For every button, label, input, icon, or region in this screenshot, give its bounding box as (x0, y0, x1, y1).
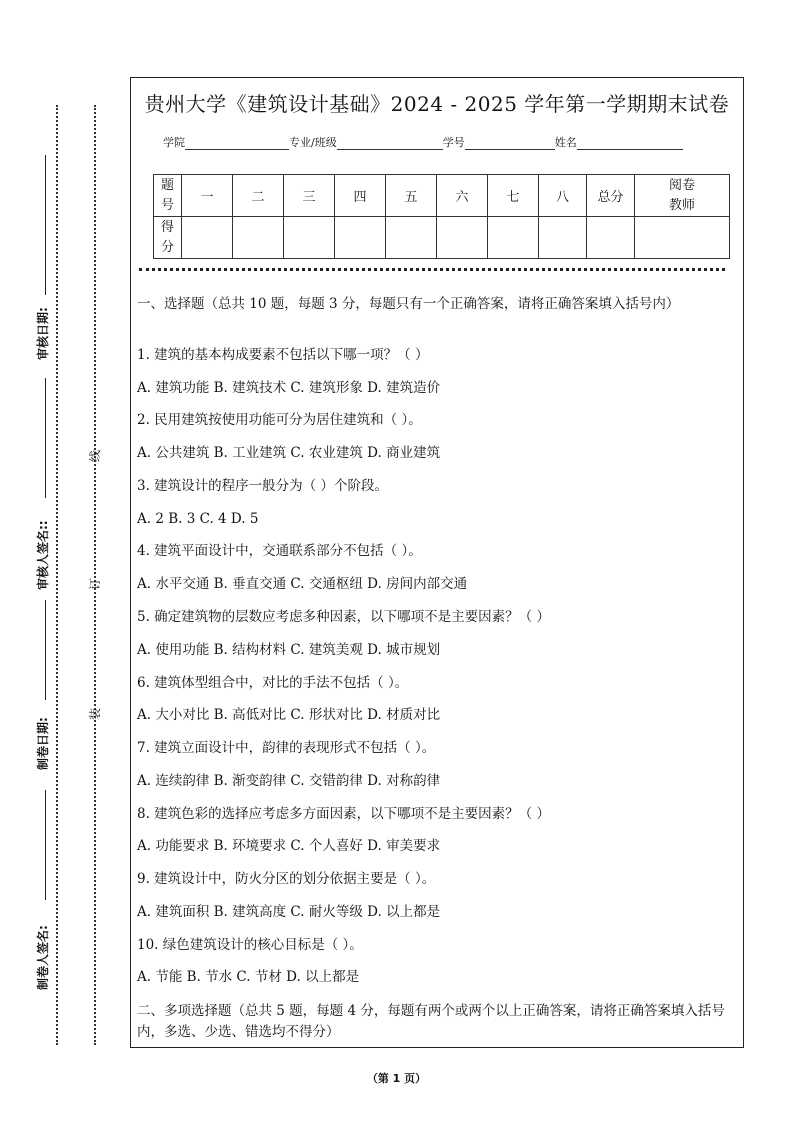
major-field[interactable] (337, 137, 443, 150)
question-9: 9. 建筑设计中，防火分区的划分依据主要是（ ）。 (137, 871, 436, 887)
maker-sign-blank (45, 790, 46, 900)
options-5: A. 使用功能 B. 结构材料 C. 建筑美观 D. 城市规划 (137, 642, 441, 658)
score-cell-8[interactable] (539, 217, 587, 259)
score-cell-1[interactable] (182, 217, 233, 259)
question-7: 7. 建筑立面设计中，韵律的表现形式不包括（ ）。 (137, 740, 436, 756)
college-label: 学院 (163, 136, 185, 149)
reviewer-sign-label: 审核人签名:: (36, 520, 50, 590)
maker-sign-label: 制卷人签名: (36, 925, 50, 990)
question-2: 2. 民用建筑按使用功能可分为居住建筑和（ ）。 (137, 412, 422, 428)
exam-title: 贵州大学《建筑设计基础》2024 - 2025 学年第一学期期末试卷 (144, 92, 730, 116)
score-cell-4[interactable] (335, 217, 386, 259)
dotted-divider (139, 268, 725, 271)
col-2: 二 (233, 175, 284, 217)
question-10: 10. 绿色建筑设计的核心目标是（ ）。 (137, 937, 363, 953)
col-7: 七 (488, 175, 539, 217)
student-id-label: 学号 (442, 136, 465, 149)
options-3: A. 2 B. 3 C. 4 D. 5 (137, 511, 259, 527)
question-6: 6. 建筑体型组合中，对比的手法不包括（ ）。 (137, 675, 409, 691)
question-8: 8. 建筑色彩的选择应考虑多方面因素，以下哪项不是主要因素？（ ） (137, 806, 550, 822)
col-1: 一 (182, 175, 233, 217)
score-cell-3[interactable] (284, 217, 335, 259)
make-date-blank (45, 600, 46, 700)
col-6: 六 (437, 175, 488, 217)
options-6: A. 大小对比 B. 高低对比 C. 形状对比 D. 材质对比 (137, 707, 441, 723)
section1-heading: 一、选择题（总共 10 题，每题 3 分，每题只有一个正确答案，请将正确答案填入括号内） (137, 296, 680, 312)
options-10: A. 节能 B. 节水 C. 节材 D. 以上都是 (137, 969, 360, 985)
score-cell-2[interactable] (233, 217, 284, 259)
student-info-row (163, 134, 683, 150)
col-grader: 阅卷教师 (635, 175, 730, 217)
review-date-blank (45, 155, 46, 295)
score-cell-5[interactable] (386, 217, 437, 259)
name-label: 姓名 (554, 136, 577, 149)
exam-frame (130, 77, 744, 1048)
score-table-score-row (154, 217, 730, 259)
student-id-field[interactable] (465, 137, 555, 150)
score-cell-6[interactable] (437, 217, 488, 259)
college-field[interactable] (185, 137, 289, 150)
options-9: A. 建筑面积 B. 建筑高度 C. 耐火等级 D. 以上都是 (137, 904, 441, 920)
score-cell-grader[interactable] (635, 217, 730, 259)
options-7: A. 连续韵律 B. 渐变韵律 C. 交错韵律 D. 对称韵律 (137, 773, 441, 789)
make-date-label: 制卷日期: (36, 717, 50, 770)
question-4: 4. 建筑平面设计中，交通联系部分不包括（ ）。 (137, 543, 422, 559)
options-4: A. 水平交通 B. 垂直交通 C. 交通枢纽 D. 房间内部交通 (137, 576, 468, 592)
question-1: 1. 建筑的基本构成要素不包括以下哪一项？（ ） (137, 347, 429, 363)
question-3: 3. 建筑设计的程序一般分为（ ）个阶段。 (137, 478, 388, 494)
major-label: 专业/班级 (289, 136, 337, 149)
name-field[interactable] (577, 137, 683, 150)
question-5: 5. 确定建筑物的层数应考虑多种因素，以下哪项不是主要因素？（ ） (137, 609, 550, 625)
section2-heading: 二、多项选择题（总共 5 题，每题 4 分，每题有两个或两个以上正确答案，请将正确答案填入括号内，多选、少选、错选均不得分） (137, 1003, 725, 1040)
binding-dotted-line-inner (94, 105, 96, 1045)
col-4: 四 (335, 175, 386, 217)
col-8: 八 (539, 175, 587, 217)
cut-mark-xian: 线 (88, 449, 102, 462)
options-2: A. 公共建筑 B. 工业建筑 C. 农业建筑 D. 商业建筑 (137, 445, 441, 461)
col-3: 三 (284, 175, 335, 217)
cut-mark-ding: 订 (88, 577, 102, 590)
score-cell-7[interactable] (488, 217, 539, 259)
cut-mark-zhuang: 装 (88, 707, 102, 720)
options-8: A. 功能要求 B. 环境要求 C. 个人喜好 D. 审美要求 (137, 838, 441, 854)
row-label-defen: 得分 (154, 217, 182, 259)
score-table-header-row (154, 175, 730, 217)
row-label-tihao: 题号 (154, 175, 182, 217)
options-1: A. 建筑功能 B. 建筑技术 C. 建筑形象 D. 建筑造价 (137, 380, 441, 396)
score-table (153, 174, 730, 259)
col-total: 总分 (587, 175, 635, 217)
score-cell-total[interactable] (587, 217, 635, 259)
page-number: （第 1 页） (366, 1072, 427, 1085)
col-5: 五 (386, 175, 437, 217)
reviewer-sign-blank (45, 378, 46, 498)
review-date-label: 审核日期: (36, 307, 50, 360)
binding-dotted-line-outer (56, 105, 58, 1045)
